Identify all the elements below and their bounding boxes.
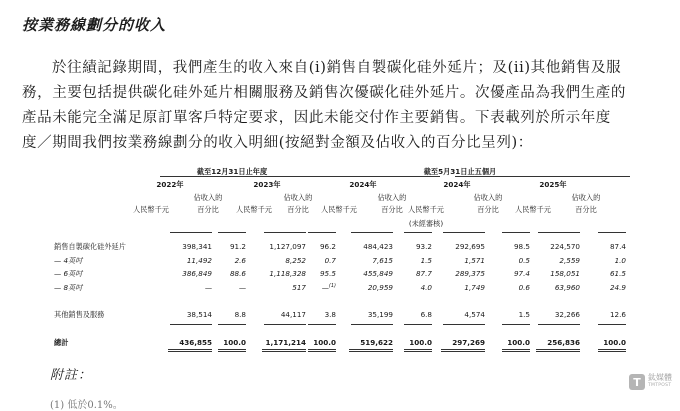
total-cell: 297,269 — [452, 338, 485, 347]
table-cell: 93.2 — [415, 242, 432, 251]
table-cell: 38,514 — [186, 310, 212, 319]
table-cell: 4,574 — [464, 310, 485, 319]
table-rule — [404, 324, 432, 325]
table-rule — [538, 324, 580, 325]
group-header-year: 截至12月31日止年度 — [196, 167, 268, 176]
table-rule — [598, 232, 626, 233]
table-rule — [351, 324, 393, 325]
double-rule — [168, 349, 212, 352]
table-cell: — — [204, 283, 212, 292]
watermark-logo-icon: T — [629, 374, 645, 390]
table-cell: 0.6 — [518, 283, 530, 292]
table-cell: 484,423 — [363, 242, 393, 251]
double-rule — [441, 349, 485, 352]
pct-header: 佔收入的 — [283, 193, 313, 202]
table-cell: 292,695 — [455, 242, 485, 251]
row-label: — 4英吋 — [54, 256, 83, 265]
table-cell: 386,849 — [182, 269, 212, 278]
paragraph-line: 產品未能完全滿足原訂單客戶特定要求，因此未能交付作主要銷售。下表載列於所示年度 — [22, 110, 611, 126]
total-cell: 100.0 — [409, 338, 432, 347]
table-cell: 24.9 — [609, 283, 626, 292]
paragraph-line: 於往績記錄期間，我們產生的收入來自(i)銷售自製碳化硅外延片；及(ii)其他銷售及服 — [52, 60, 622, 76]
table-cell: 8.8 — [234, 310, 246, 319]
amount-header: 人民幣千元 — [515, 205, 551, 214]
footnote-text: (1) 低於0.1%。 — [50, 400, 123, 411]
period-header: 2024年 — [349, 180, 377, 189]
period-header: 2022年 — [156, 180, 184, 189]
pct-header: 佔收入的 — [473, 193, 503, 202]
table-cell: 97.4 — [513, 269, 530, 278]
unaudited-note: (未經審核) — [408, 219, 444, 228]
table-cell: 32,266 — [554, 310, 580, 319]
table-cell: 0.5 — [518, 256, 530, 265]
table-cell: 87.4 — [609, 242, 626, 251]
table-rule — [443, 232, 485, 233]
table-cell: 1,571 — [464, 256, 485, 265]
table-cell: 2,559 — [559, 256, 580, 265]
table-cell: 3.8 — [324, 310, 336, 319]
paragraph-line: 度／期間我們按業務線劃分的收入明細(按絕對金額及佔收入的百分比呈列)： — [22, 135, 533, 151]
pct-header: 百分比 — [197, 205, 219, 214]
table-cell: 455,849 — [363, 269, 393, 278]
table-cell: 1.0 — [614, 256, 626, 265]
table-cell: 98.5 — [513, 242, 530, 251]
double-rule — [262, 349, 306, 352]
double-rule — [349, 349, 393, 352]
pct-header: 百分比 — [287, 205, 309, 214]
table-cell: 158,051 — [550, 269, 580, 278]
table-cell: 91.2 — [229, 242, 246, 251]
table-rule — [538, 232, 580, 233]
pct-header: 百分比 — [575, 205, 597, 214]
table-rule — [502, 232, 530, 233]
table-cell: 11,492 — [186, 256, 212, 265]
table-cell: 63,960 — [554, 283, 580, 292]
total-cell: 100.0 — [507, 338, 530, 347]
row-label: 銷售自製碳化硅外延片 — [54, 242, 126, 251]
table-cell: 1,127,097 — [269, 242, 306, 251]
row-label: — 6英吋 — [54, 269, 83, 278]
amount-header: 人民幣千元 — [408, 205, 444, 214]
table-cell: 35,199 — [367, 310, 393, 319]
table-cell: 224,570 — [550, 242, 580, 251]
table-cell: —$^{(1)}$ — [321, 283, 336, 293]
notes-label: 附註： — [50, 368, 93, 383]
pct-header: 百分比 — [477, 205, 499, 214]
table-cell: 61.5 — [609, 269, 626, 278]
table-cell: 87.7 — [415, 269, 432, 278]
pct-header: 佔收入的 — [571, 193, 601, 202]
watermark — [629, 374, 672, 390]
footnote-mark: (1) — [328, 283, 336, 289]
double-rule — [536, 349, 580, 352]
table-rule — [308, 232, 336, 233]
table-rule — [351, 232, 393, 233]
group-header-period: 截至5月31日止五個月 — [423, 167, 497, 176]
section-heading: 按業務線劃分的收入 — [22, 16, 167, 34]
table-cell: 517 — [292, 283, 306, 292]
double-rule — [502, 349, 530, 352]
table-rule — [218, 324, 246, 325]
watermark-cn: 鈦媒體 — [648, 373, 672, 382]
table-cell: 96.2 — [319, 242, 336, 251]
double-rule — [404, 349, 432, 352]
total-cell: 100.0 — [603, 338, 626, 347]
table-cell: 2.6 — [234, 256, 246, 265]
table-cell: 398,341 — [182, 242, 212, 251]
table-cell: 6.8 — [420, 310, 432, 319]
table-cell: 1,118,328 — [269, 269, 306, 278]
paragraph-line: 務，主要包括提供碳化硅外延片相關服務及銷售次優碳化硅外延片。次優產品為我們生產的 — [22, 85, 626, 101]
table-cell: 4.0 — [420, 283, 432, 292]
table-rule — [308, 324, 336, 325]
table-rule — [264, 324, 306, 325]
double-rule — [218, 349, 246, 352]
table-cell: 12.6 — [609, 310, 626, 319]
table-cell: 0.7 — [324, 256, 336, 265]
table-rule — [170, 232, 212, 233]
table-cell: 1,749 — [464, 283, 485, 292]
amount-header: 人民幣千元 — [133, 205, 169, 214]
double-rule — [308, 349, 336, 352]
period-header: 2023年 — [253, 180, 281, 189]
watermark-en: TMTPOST — [648, 383, 672, 388]
total-label: 總計 — [54, 338, 69, 347]
table-cell: 289,375 — [455, 269, 485, 278]
table-rule — [598, 324, 626, 325]
amount-header: 人民幣千元 — [236, 205, 272, 214]
table-cell: 95.5 — [319, 269, 336, 278]
total-cell: 100.0 — [313, 338, 336, 347]
table-rule — [170, 324, 212, 325]
table-cell: 1.5 — [518, 310, 530, 319]
table-cell: 8,252 — [285, 256, 306, 265]
period-header: 2025年 — [539, 180, 567, 189]
table-cell: 20,959 — [367, 283, 393, 292]
table-rule — [264, 232, 306, 233]
total-cell: 1,171,214 — [265, 338, 306, 347]
total-cell: 519,622 — [360, 338, 393, 347]
period-header: 2024年 — [443, 180, 471, 189]
pct-header: 佔收入的 — [377, 193, 407, 202]
table-rule — [502, 324, 530, 325]
table-cell: — — [238, 283, 246, 292]
table-cell: 88.6 — [229, 269, 246, 278]
pct-header: 百分比 — [381, 205, 403, 214]
table-rule — [218, 232, 246, 233]
table-cell: 1.5 — [420, 256, 432, 265]
table-cell: 44,117 — [280, 310, 306, 319]
total-cell: 100.0 — [223, 338, 246, 347]
table-rule — [455, 176, 630, 177]
total-cell: 256,836 — [547, 338, 580, 347]
table-cell: 7,615 — [372, 256, 393, 265]
amount-header: 人民幣千元 — [321, 205, 357, 214]
row-label: 其他銷售及服務 — [54, 310, 105, 319]
pct-header: 佔收入的 — [193, 193, 223, 202]
total-cell: 436,855 — [179, 338, 212, 347]
double-rule — [598, 349, 626, 352]
row-label: — 8英吋 — [54, 283, 83, 292]
table-rule — [404, 232, 432, 233]
table-rule — [443, 324, 485, 325]
